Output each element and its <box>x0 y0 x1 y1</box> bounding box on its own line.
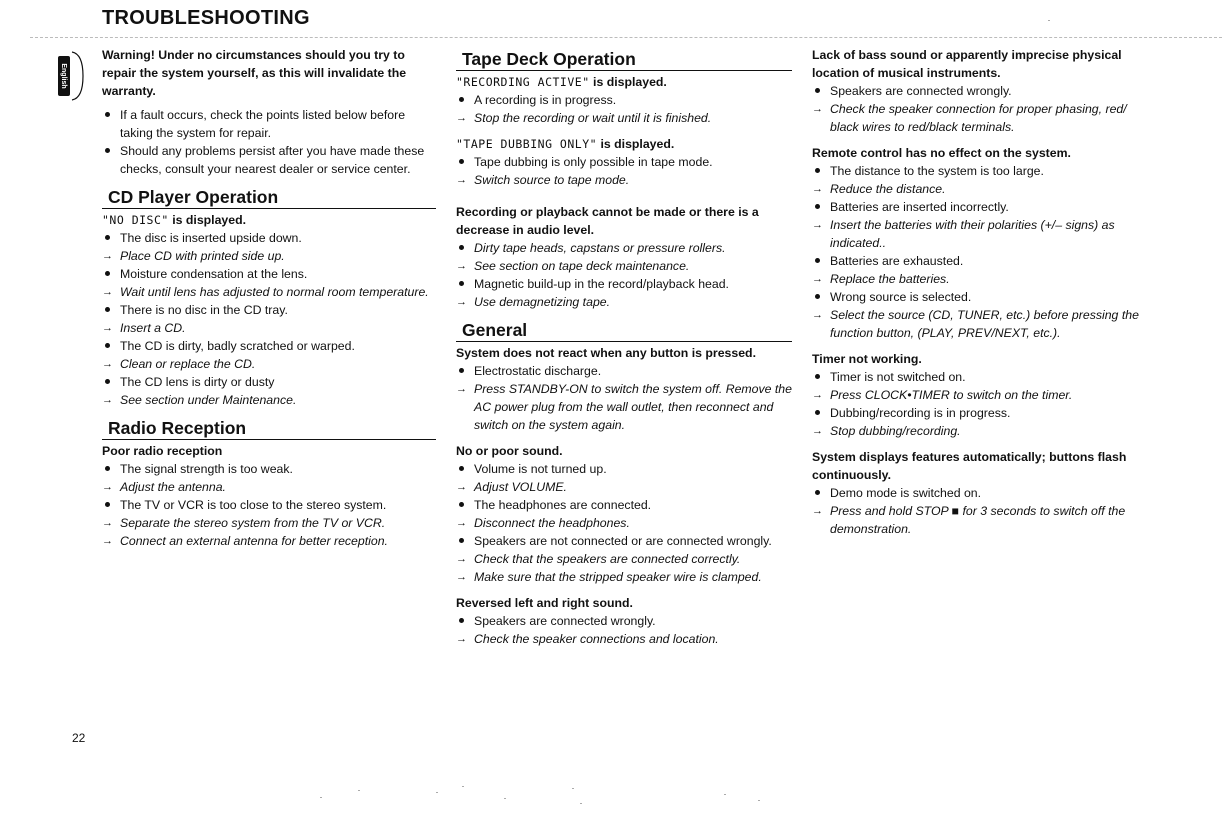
cause: The distance to the system is too large. <box>812 162 1152 180</box>
cause: Timer is not switched on. <box>812 368 1152 386</box>
lcd-message: "TAPE DUBBING ONLY" <box>456 137 598 151</box>
column-middle <box>456 46 792 648</box>
remedy: → Separate the stereo system from the TV or VCR. <box>102 514 436 532</box>
scan-speckle <box>320 797 322 798</box>
scan-speckle <box>462 786 464 787</box>
section-heading-radio: Radio Reception <box>102 415 436 440</box>
issue-poor-reception: Poor radio reception <box>102 444 223 458</box>
issue-reversed-sound: Reversed left and right sound. <box>456 596 633 610</box>
scan-speckle <box>724 794 726 795</box>
remedy: → Check that the speakers are connected correctly. <box>456 550 792 568</box>
cause: The headphones are connected. <box>456 496 792 514</box>
issue-lack-of-bass: Lack of bass sound or apparently imprecise physical location of musical instruments. <box>812 48 1122 80</box>
lcd-message: "RECORDING ACTIVE" <box>456 75 590 89</box>
intro-point: Should any problems persist after you have made these checks, consult your nearest dealer or service center. <box>102 142 436 178</box>
scan-speckle <box>572 788 574 789</box>
cause: The TV or VCR is too close to the stereo system. <box>102 496 436 514</box>
page-number: 22 <box>72 731 86 745</box>
remedy: → Press and hold STOP ■ for 3 seconds to switch off the demonstration. <box>812 502 1152 538</box>
section-heading-tape: Tape Deck Operation <box>456 46 792 71</box>
issue-tape-dubbing <box>456 135 792 153</box>
cause: Batteries are exhausted. <box>812 252 1152 270</box>
column-left <box>102 46 436 550</box>
cause: A recording is in progress. <box>456 91 792 109</box>
page-title: TROUBLESHOOTING <box>102 7 310 29</box>
issue-suffix: is displayed. <box>168 213 247 227</box>
cause: Wrong source is selected. <box>812 288 1152 306</box>
remedy: → Replace the batteries. <box>812 270 1152 288</box>
lcd-message: "NO DISC" <box>102 213 169 227</box>
cause: The CD lens is dirty or dusty <box>102 373 436 391</box>
remedy: → Place CD with printed side up. <box>102 247 436 265</box>
language-tab <box>52 50 86 102</box>
issue-no-sound: No or poor sound. <box>456 444 563 458</box>
remedy: → Connect an external antenna for better reception. <box>102 532 436 550</box>
cause: Moisture condensation at the lens. <box>102 265 436 283</box>
section-heading-general: General <box>456 317 792 342</box>
cause: The signal strength is too weak. <box>102 460 436 478</box>
cause: Magnetic build-up in the record/playback head. <box>456 275 792 293</box>
scan-speckle <box>436 792 438 793</box>
remedy: → Make sure that the stripped speaker wire is clamped. <box>456 568 792 586</box>
language-tab-label: English <box>60 63 68 89</box>
column-right <box>812 46 1152 538</box>
cause: Batteries are inserted incorrectly. <box>812 198 1152 216</box>
section-heading-cd: CD Player Operation <box>102 184 436 209</box>
remedy: → Reduce the distance. <box>812 180 1152 198</box>
remedy: → Insert a CD. <box>102 319 436 337</box>
issue-no-react: System does not react when any button is pressed. <box>456 346 756 360</box>
remedy: → See section under Maintenance. <box>102 391 436 409</box>
spacer <box>456 189 792 195</box>
cause: Electrostatic discharge. <box>456 362 792 380</box>
remedy: → Check the speaker connections and location. <box>456 630 792 648</box>
cause: Tape dubbing is only possible in tape mode. <box>456 153 792 171</box>
scan-speckle <box>758 800 760 801</box>
issue-recording-playback: Recording or playback cannot be made or there is a decrease in audio level. <box>456 205 759 237</box>
remedy: → Check the speaker connection for proper phasing, red/ black wires to red/black terminals. <box>812 100 1152 136</box>
cause: Speakers are connected wrongly. <box>456 612 792 630</box>
cause: The CD is dirty, badly scratched or warped. <box>102 337 436 355</box>
scan-speckle <box>358 790 360 791</box>
issue-suffix: is displayed. <box>589 75 667 89</box>
cause: Dubbing/recording is in progress. <box>812 404 1152 422</box>
cause: The disc is inserted upside down. <box>102 229 436 247</box>
cause: Dirty tape heads, capstans or pressure rollers. <box>456 239 792 257</box>
remedy: → Adjust VOLUME. <box>456 478 792 496</box>
cause: Speakers are not connected or are connected wrongly. <box>456 532 792 550</box>
remedy: → Stop the recording or wait until it is finished. <box>456 109 792 127</box>
remedy: → See section on tape deck maintenance. <box>456 257 792 275</box>
remedy: → Wait until lens has adjusted to normal room temperature. <box>102 283 436 301</box>
issue-remote-control: Remote control has no effect on the system. <box>812 146 1071 160</box>
language-tab-icon <box>52 50 86 102</box>
cause: Speakers are connected wrongly. <box>812 82 1152 100</box>
remedy: → Switch source to tape mode. <box>456 171 792 189</box>
issue-no-disc <box>102 211 436 229</box>
issue-suffix: is displayed. <box>597 137 675 151</box>
header-rule <box>30 37 1222 38</box>
remedy: → Adjust the antenna. <box>102 478 436 496</box>
remedy: → Use demagnetizing tape. <box>456 293 792 311</box>
scan-speckle <box>1048 20 1050 21</box>
remedy: → Clean or replace the CD. <box>102 355 436 373</box>
remedy: → Disconnect the headphones. <box>456 514 792 532</box>
issue-timer: Timer not working. <box>812 352 922 366</box>
remedy: → Select the source (CD, TUNER, etc.) before pressing the function button, (PLAY, PREV/NEXT, etc.). <box>812 306 1152 342</box>
cause: Demo mode is switched on. <box>812 484 1152 502</box>
remedy: → Stop dubbing/recording. <box>812 422 1152 440</box>
cause: There is no disc in the CD tray. <box>102 301 436 319</box>
scan-speckle <box>504 798 506 799</box>
intro-point: If a fault occurs, check the points listed below before taking the system for repair. <box>102 106 436 142</box>
remedy: → Insert the batteries with their polarities (+/– signs) as indicated.. <box>812 216 1152 252</box>
issue-demo-mode: System displays features automatically; buttons flash continuously. <box>812 450 1127 482</box>
issue-recording-active <box>456 73 792 91</box>
remedy: → Press CLOCK•TIMER to switch on the timer. <box>812 386 1152 404</box>
remedy: → Press STANDBY-ON to switch the system off. Remove the AC power plug from the wall outlet, then reconnect and switch on the system again. <box>456 380 792 434</box>
cause: Volume is not turned up. <box>456 460 792 478</box>
scan-speckle <box>580 803 582 804</box>
warning-text: Warning! Under no circumstances should you try to repair the system yourself, as this will invalidate the warranty. <box>102 48 407 98</box>
